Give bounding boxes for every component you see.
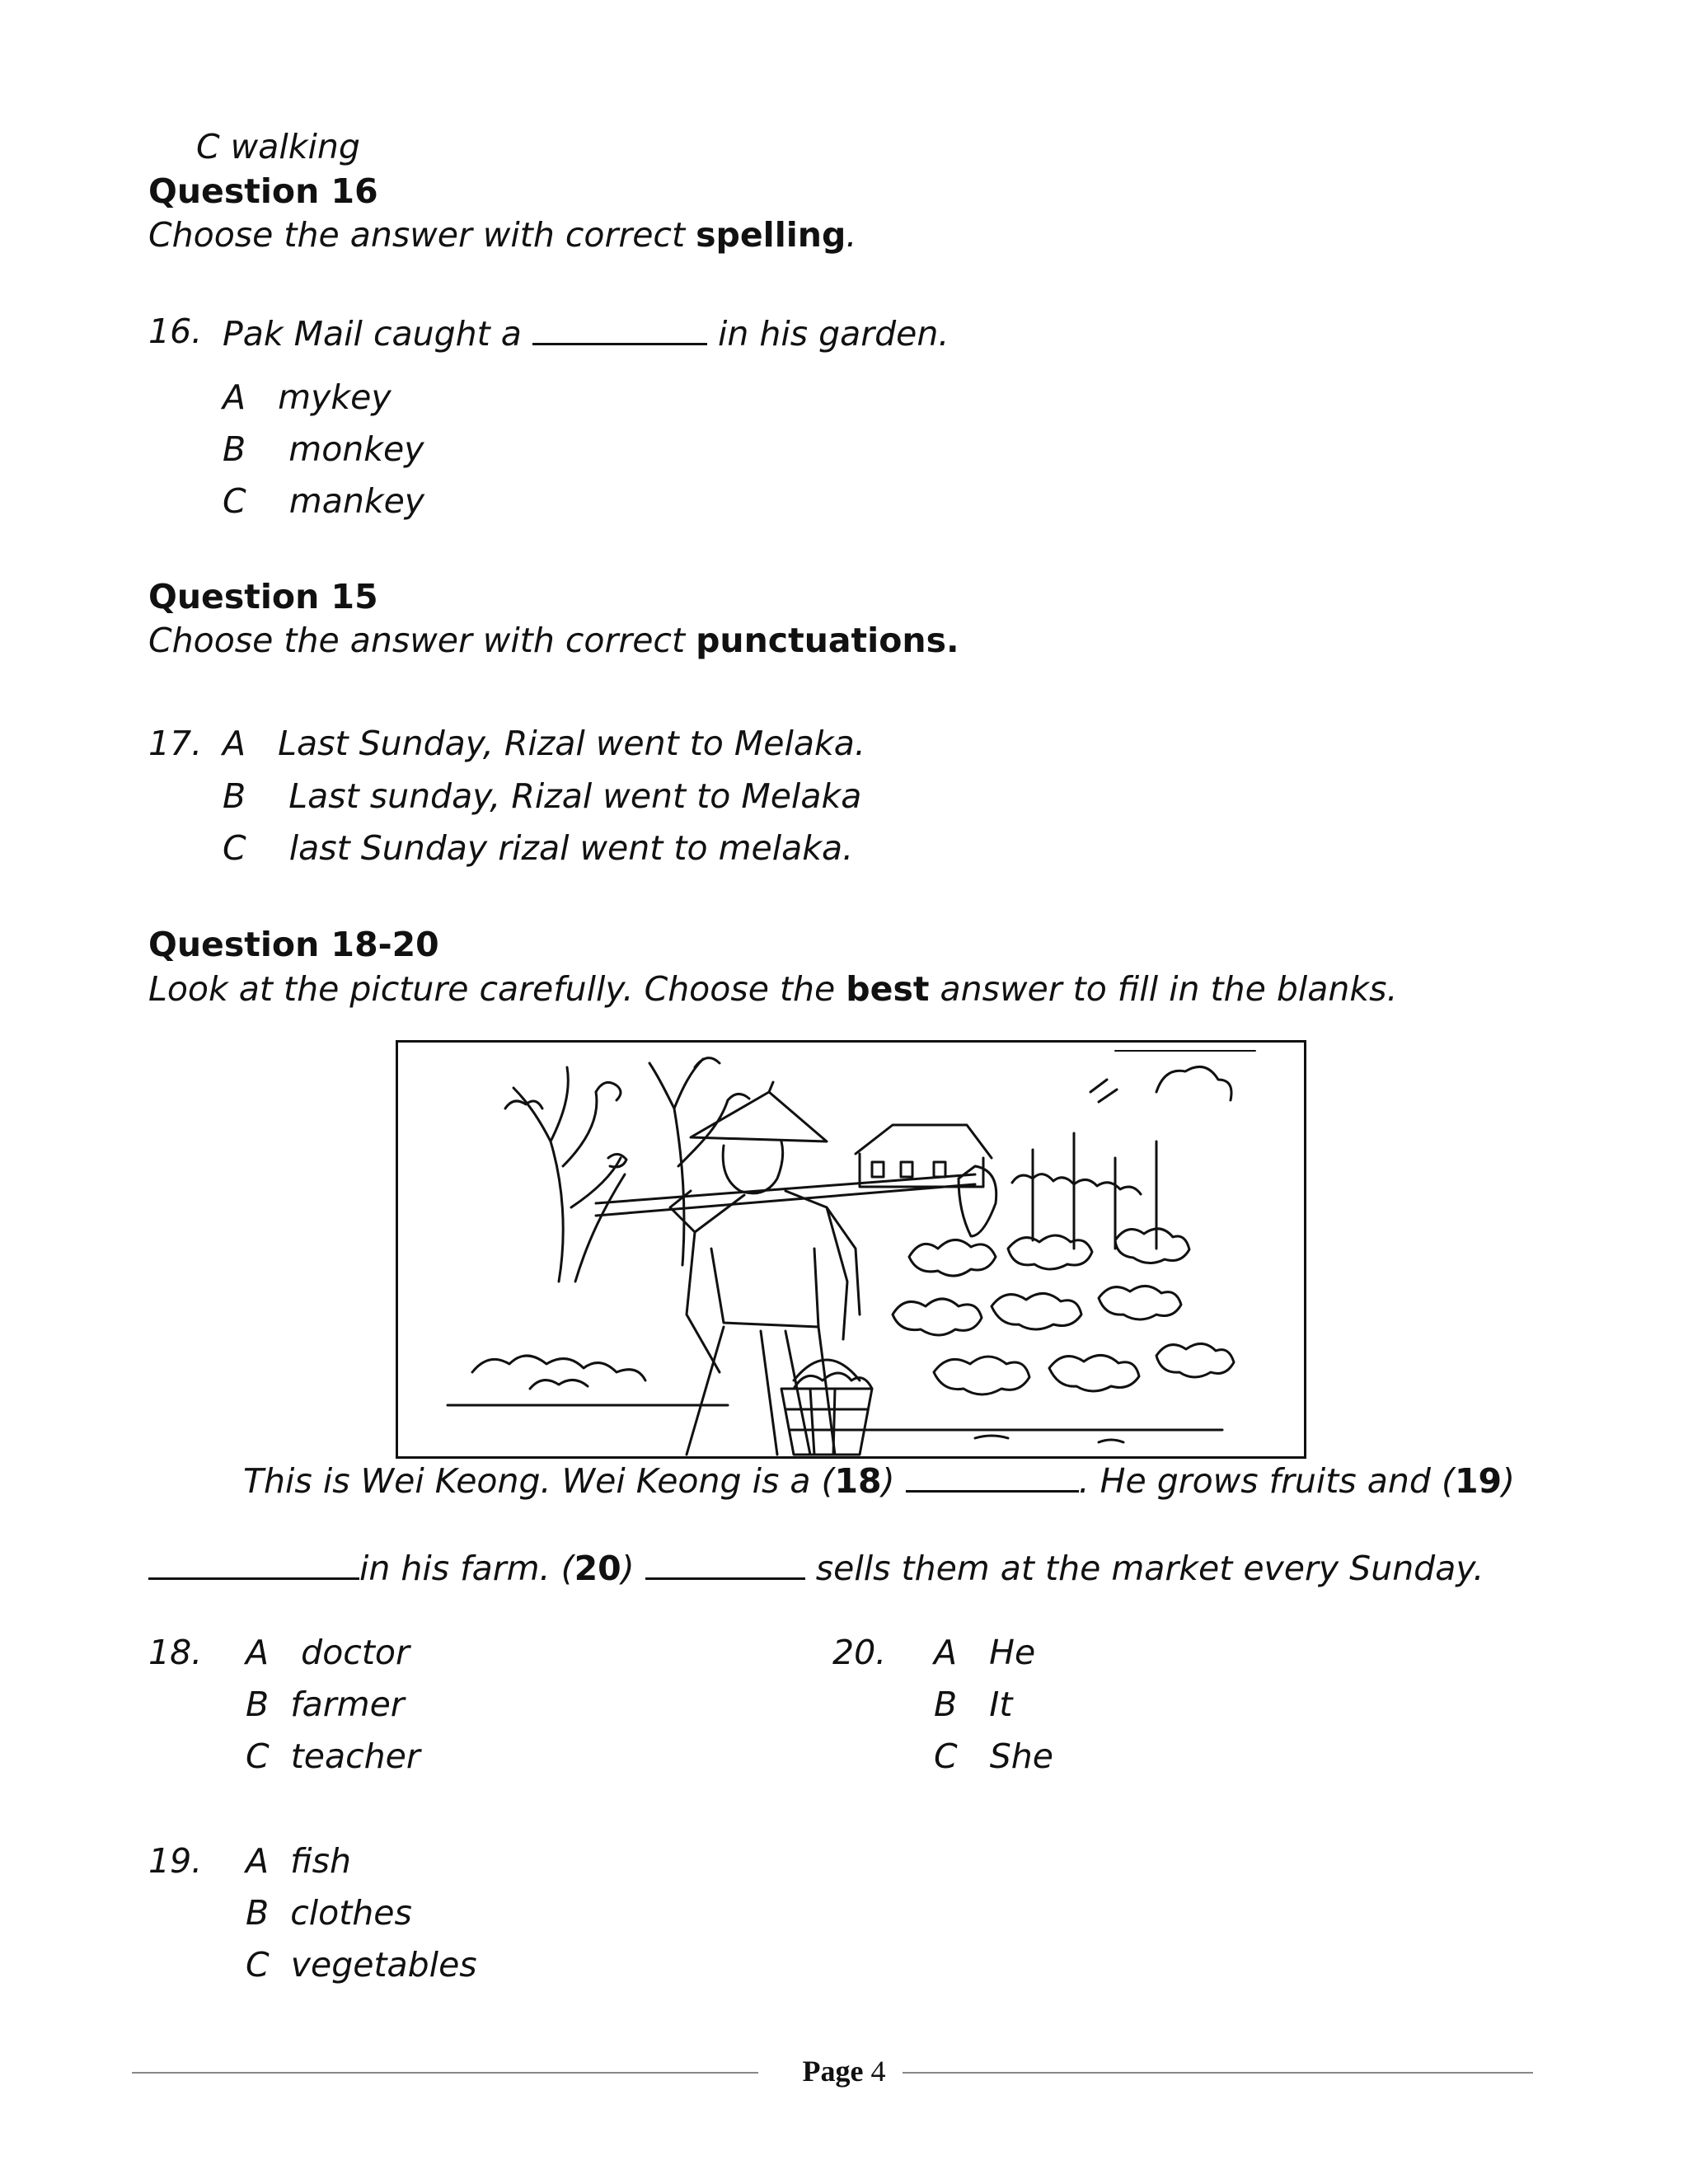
answer-blank-20: [645, 1549, 805, 1580]
q19-option-b: B clothes: [246, 1893, 412, 1933]
q18-option-a: A doctor: [246, 1633, 410, 1672]
q16-number: 16.: [148, 312, 203, 351]
q16-stem: Pak Mail caught a in his garden.: [223, 314, 950, 354]
question-15-instruction: Choose the answer with correct punctuations.: [148, 621, 959, 660]
passage-line-2: in his farm. (20) sells them at the market every Sunday.: [148, 1549, 1484, 1586]
question-18-20-heading: Question 18-20: [148, 925, 439, 964]
q16-option-c: C mankey: [223, 481, 425, 521]
question-15-heading: Question 15: [148, 577, 378, 616]
q19-option-a: A fish: [246, 1841, 351, 1881]
passage-line-1: This is Wei Keong. Wei Keong is a (18) . He grows fruits and (19): [243, 1461, 1516, 1501]
q18-option-b: B farmer: [246, 1685, 405, 1724]
q20-number: 20.: [832, 1633, 887, 1672]
answer-blank-19: [148, 1549, 359, 1580]
page-number: Page 4: [802, 2055, 886, 2088]
q18-number: 18.: [148, 1633, 203, 1672]
answer-blank-18: [906, 1462, 1079, 1493]
question-16-heading: Question 16: [148, 171, 378, 211]
q19-option-c: C vegetables: [246, 1945, 477, 1985]
carryover-option: C walking: [196, 127, 360, 166]
q16-option-a: A mykey: [223, 377, 392, 417]
question-16-instruction: Choose the answer with correct spelling.: [148, 215, 857, 255]
q20-option-c: C She: [934, 1736, 1053, 1776]
q17-number: 17.: [148, 724, 203, 763]
q16-option-b: B monkey: [223, 429, 424, 469]
q17-option-a: A Last Sunday, Rizal went to Melaka.: [223, 724, 865, 763]
question-18-20-instruction: Look at the picture carefully. Choose the best answer to fill in the blanks.: [148, 969, 1398, 1009]
q20-option-b: B It: [934, 1685, 1013, 1724]
farmer-picture: [396, 1040, 1306, 1459]
q19-number: 19.: [148, 1841, 203, 1881]
q17-option-c: C last Sunday rizal went to melaka.: [223, 828, 854, 868]
q17-option-b: B Last sunday, Rizal went to Melaka: [223, 776, 862, 816]
answer-blank: [532, 315, 707, 345]
q18-option-c: C teacher: [246, 1736, 420, 1776]
q20-option-a: A He: [934, 1633, 1036, 1672]
farmer-illustration: [398, 1043, 1304, 1456]
